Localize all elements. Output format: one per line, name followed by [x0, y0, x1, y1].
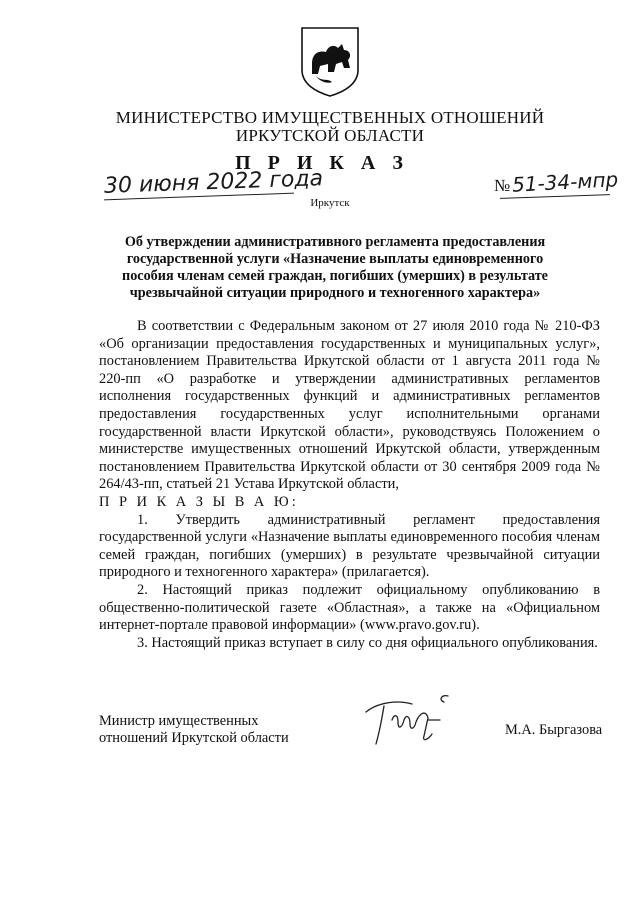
- number-sign: №: [494, 176, 511, 195]
- order-directive: П Р И К А З Ы В А Ю:: [99, 493, 299, 510]
- document-title: [100, 234, 570, 302]
- order-date: 30 июня 2022 года: [103, 166, 324, 199]
- signer-name: М.А. Быргазова: [505, 722, 603, 738]
- document-body: [99, 318, 600, 652]
- signer-position: [99, 713, 289, 747]
- order-number: 51-34-мпр: [511, 167, 619, 197]
- ministry-name-line2: ИРКУТСКОЙ ОБЛАСТИ: [235, 126, 425, 145]
- order-item-1: 1. Утвердить административный регламент предоставления государственной услуги «Назначение выплаты единовременного пособия членам семей граждан, погибших (умерших) в результате чрезвычайной ситуации природного и техногенного характера» (прилагается).: [99, 511, 600, 581]
- city-label: Иркутск: [310, 197, 350, 209]
- handwritten-signature-icon: [358, 690, 458, 750]
- title-line: чрезвычайной ситуации природного и техногенного характера»: [129, 285, 541, 301]
- order-item-2: 2. Настоящий приказ подлежит официальному опубликованию в общественно-политической газете «Областная», а также на «Официальном интернет-портале правовой информации» (www.pravo.gov.ru).: [99, 581, 600, 634]
- title-line: Об утверждении административного регламента предоставления: [124, 234, 546, 250]
- title-line: государственной услуги «Назначение выплаты единовременного: [126, 251, 544, 267]
- irkutsk-coat-of-arms-icon: [298, 24, 362, 98]
- ministry-name-line1: МИНИСТЕРСТВО ИМУЩЕСТВЕННЫХ ОТНОШЕНИЙ: [115, 108, 545, 127]
- order-title: П Р И К А З: [235, 152, 409, 174]
- title-line: пособия членам семей граждан, погибших (умерших) в результате: [122, 268, 548, 284]
- order-item-3: 3. Настоящий приказ вступает в силу со дня официального опубликования.: [137, 634, 598, 651]
- signer-position-line2: отношений Иркутской области: [99, 730, 289, 746]
- signer-position-line1: Министр имущественных: [99, 713, 259, 729]
- preamble-paragraph: В соответствии с Федеральным законом от 27 июля 2010 года № 210-ФЗ «Об организации предоставления государственных и муниципальных услуг», постановлением Правительства Иркутской области от 1 августа 2011 года № 220-пп «О разработке и утверждении административных регламентов исполнения государственных функций и административных регламентов предоставления государственных услуг исполнительными органами государственной власти Иркутской области», руководствуясь Положением о министерстве имущественных отношений Иркутской области, утвержденным постановлением Правительства Иркутской области от 30 сентября 2009 года № 264/43-пп, статьей 21 Устава Иркутской области,: [99, 318, 600, 493]
